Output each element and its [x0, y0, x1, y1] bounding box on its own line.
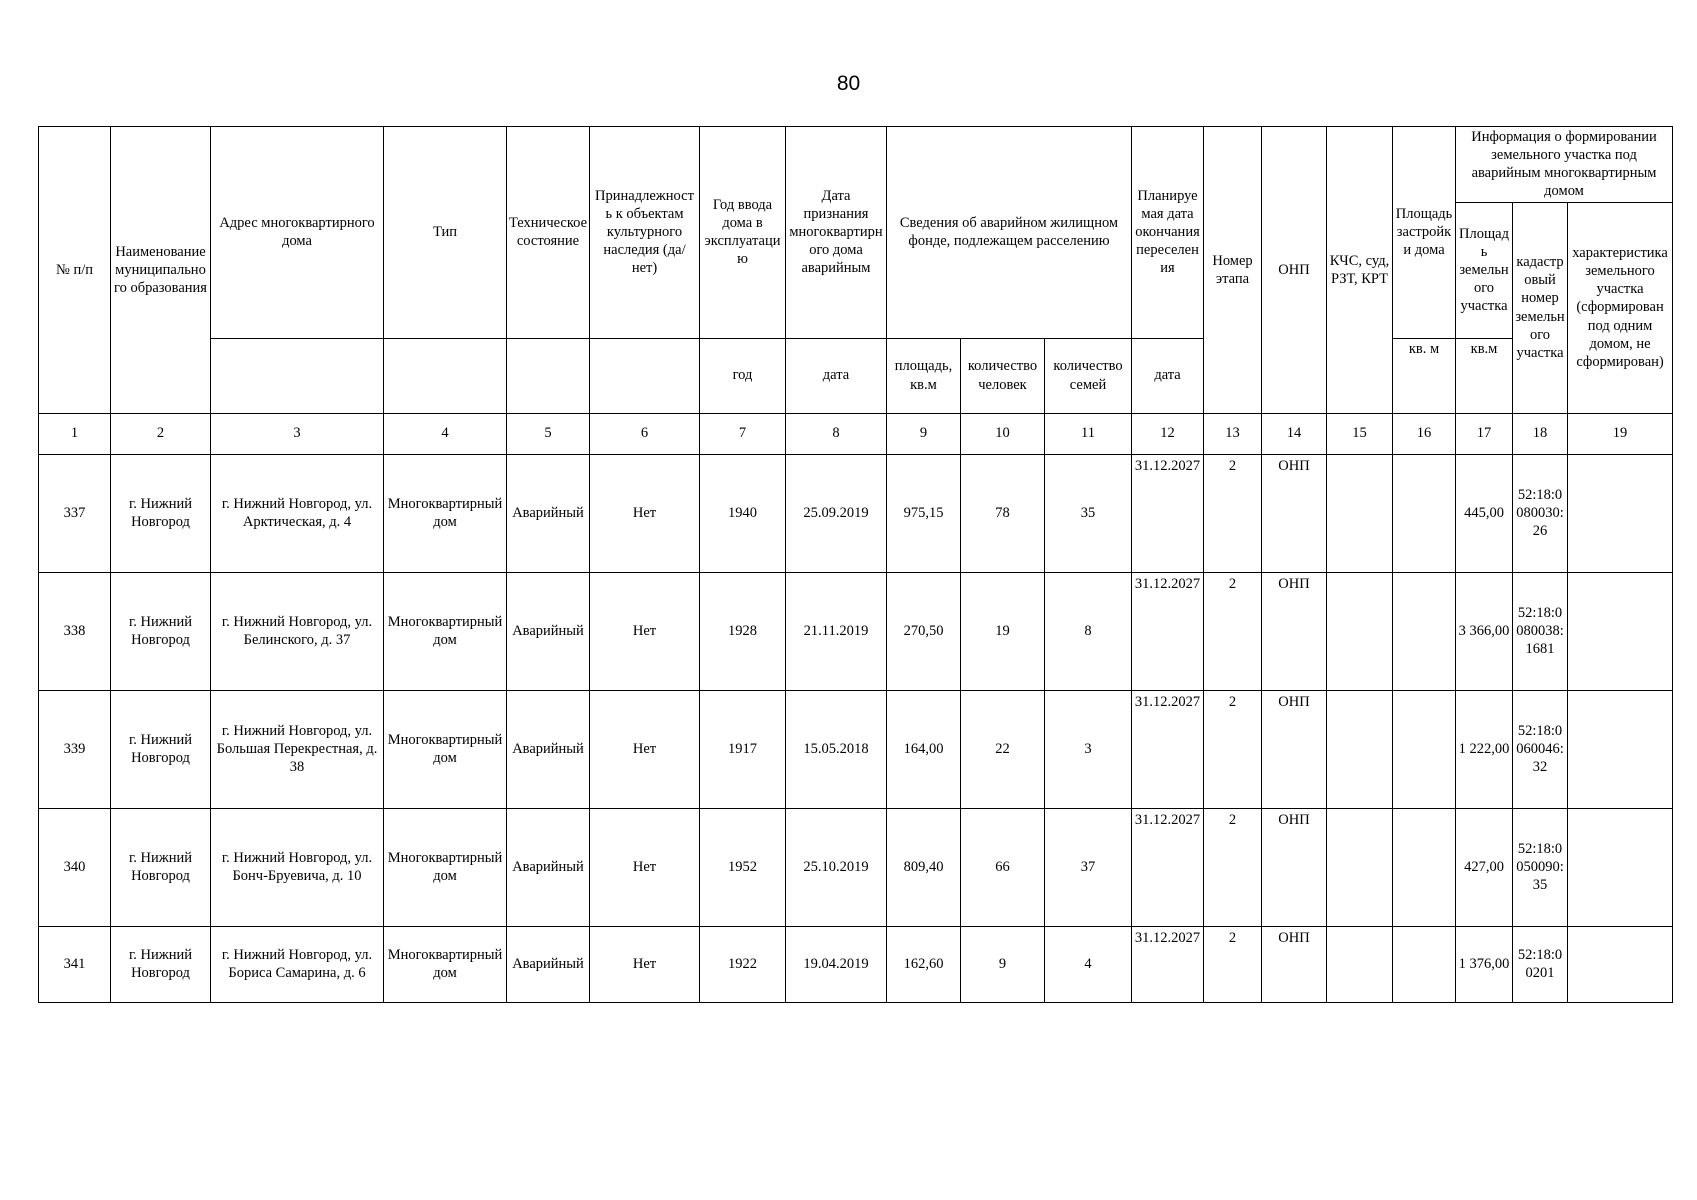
header-cadastre: кадастровый номер земельного участка: [1513, 202, 1568, 413]
cell-planned-date: 31.12.2027: [1132, 454, 1204, 572]
cell-land-characteristic: [1568, 690, 1673, 808]
column-number: 10: [961, 413, 1045, 454]
cell-date-recognized: 21.11.2019: [786, 572, 887, 690]
cell-tech-state: Аварийный: [507, 926, 590, 1002]
cell-type: Многоквартирный дом: [384, 808, 507, 926]
emergency-housing-table: [38, 126, 1673, 1003]
cell-land-characteristic: [1568, 926, 1673, 1002]
cell-land-area: 3 366,00: [1456, 572, 1513, 690]
header-date-recognized: Дата признания многоквартирного дома аварийным: [786, 127, 887, 339]
subheader-year: год: [700, 338, 786, 413]
header-emergency-fund: Сведения об аварийном жилищном фонде, подлежащем расселению: [887, 127, 1132, 339]
cell-tech-state: Аварийный: [507, 572, 590, 690]
cell-onp: ОНП: [1262, 572, 1327, 690]
column-number: 5: [507, 413, 590, 454]
cell-address: г. Нижний Новгород, ул. Большая Перекрестная, д. 38: [211, 690, 384, 808]
header-land-plot-info: Информация о формировании земельного участка под аварийным многоквартирным домом: [1456, 127, 1673, 203]
cell-address: г. Нижний Новгород, ул. Арктическая, д. 4: [211, 454, 384, 572]
cell-heritage: Нет: [590, 454, 700, 572]
column-number: 17: [1456, 413, 1513, 454]
header-number: № п/п: [39, 127, 111, 414]
cell-year: 1922: [700, 926, 786, 1002]
cell-address: г. Нижний Новгород, ул. Бонч-Бруевича, д. 10: [211, 808, 384, 926]
column-number: 3: [211, 413, 384, 454]
table-row: [39, 808, 1673, 926]
column-number: 6: [590, 413, 700, 454]
cell-land-area: 445,00: [1456, 454, 1513, 572]
cell-people: 9: [961, 926, 1045, 1002]
cell-onp: ОНП: [1262, 808, 1327, 926]
cell-families: 37: [1045, 808, 1132, 926]
cell-tech-state: Аварийный: [507, 690, 590, 808]
cell-cadastre: 52:18:0080038:1681: [1513, 572, 1568, 690]
subheader-people: количество человек: [961, 338, 1045, 413]
header-tech-state: Техническое состояние: [507, 127, 590, 339]
cell-planned-date: 31.12.2027: [1132, 926, 1204, 1002]
cell-cadastre: 52:18:0050090:35: [1513, 808, 1568, 926]
cell-land-characteristic: [1568, 572, 1673, 690]
header-build-area: Площадь застройки дома: [1393, 127, 1456, 339]
cell-date-recognized: 15.05.2018: [786, 690, 887, 808]
column-number: 9: [887, 413, 961, 454]
cell-year: 1952: [700, 808, 786, 926]
cell-kchs: [1327, 572, 1393, 690]
header-municipality: Наименование муниципального образования: [111, 127, 211, 414]
header-onp: ОНП: [1262, 127, 1327, 414]
column-number: 13: [1204, 413, 1262, 454]
cell-build-area: [1393, 454, 1456, 572]
cell-municipality: г. Нижний Новгород: [111, 808, 211, 926]
cell-year: 1917: [700, 690, 786, 808]
column-number: 14: [1262, 413, 1327, 454]
cell-type: Многоквартирный дом: [384, 926, 507, 1002]
cell-planned-date: 31.12.2027: [1132, 572, 1204, 690]
cell-stage: 2: [1204, 690, 1262, 808]
column-number: 4: [384, 413, 507, 454]
subheader-build-area-unit: кв. м: [1393, 338, 1456, 413]
cell-land-characteristic: [1568, 454, 1673, 572]
cell-planned-date: 31.12.2027: [1132, 690, 1204, 808]
data-rows: [39, 454, 1673, 1002]
cell-families: 4: [1045, 926, 1132, 1002]
cell-cadastre: 52:18:0060046:32: [1513, 690, 1568, 808]
cell-area: 270,50: [887, 572, 961, 690]
cell-number: 341: [39, 926, 111, 1002]
subheader-date: дата: [786, 338, 887, 413]
cell-municipality: г. Нижний Новгород: [111, 926, 211, 1002]
header-heritage: Принадлежность к объектам культурного наследия (да/нет): [590, 127, 700, 339]
cell-families: 8: [1045, 572, 1132, 690]
subheader-type-blank: [384, 338, 507, 413]
cell-families: 35: [1045, 454, 1132, 572]
column-number: 1: [39, 413, 111, 454]
cell-build-area: [1393, 572, 1456, 690]
table-row: [39, 926, 1673, 1002]
header-year-commissioned: Год ввода дома в эксплуатацию: [700, 127, 786, 339]
cell-area: 164,00: [887, 690, 961, 808]
column-number: 15: [1327, 413, 1393, 454]
subheader-state-blank: [507, 338, 590, 413]
cell-year: 1928: [700, 572, 786, 690]
cell-year: 1940: [700, 454, 786, 572]
cell-cadastre: 52:18:0080030:26: [1513, 454, 1568, 572]
cell-onp: ОНП: [1262, 690, 1327, 808]
cell-build-area: [1393, 690, 1456, 808]
table-row: [39, 572, 1673, 690]
cell-number: 340: [39, 808, 111, 926]
cell-heritage: Нет: [590, 808, 700, 926]
cell-tech-state: Аварийный: [507, 454, 590, 572]
cell-number: 337: [39, 454, 111, 572]
column-number: 11: [1045, 413, 1132, 454]
cell-land-characteristic: [1568, 808, 1673, 926]
cell-people: 22: [961, 690, 1045, 808]
cell-heritage: Нет: [590, 926, 700, 1002]
cell-address: г. Нижний Новгород, ул. Бориса Самарина, д. 6: [211, 926, 384, 1002]
cell-people: 78: [961, 454, 1045, 572]
cell-area: 975,15: [887, 454, 961, 572]
subheader-families: количество семей: [1045, 338, 1132, 413]
column-number: 19: [1568, 413, 1673, 454]
column-number: 12: [1132, 413, 1204, 454]
cell-heritage: Нет: [590, 690, 700, 808]
cell-type: Многоквартирный дом: [384, 572, 507, 690]
cell-stage: 2: [1204, 454, 1262, 572]
cell-stage: 2: [1204, 572, 1262, 690]
subheader-area: площадь, кв.м: [887, 338, 961, 413]
cell-build-area: [1393, 926, 1456, 1002]
column-number: 18: [1513, 413, 1568, 454]
cell-onp: ОНП: [1262, 926, 1327, 1002]
cell-address: г. Нижний Новгород, ул. Белинского, д. 37: [211, 572, 384, 690]
cell-municipality: г. Нижний Новгород: [111, 690, 211, 808]
cell-kchs: [1327, 808, 1393, 926]
cell-land-area: 1 222,00: [1456, 690, 1513, 808]
cell-area: 162,60: [887, 926, 961, 1002]
cell-date-recognized: 19.04.2019: [786, 926, 887, 1002]
header-planned-date: Планируемая дата окончания переселения: [1132, 127, 1204, 339]
header-address: Адрес многоквартирного дома: [211, 127, 384, 339]
cell-date-recognized: 25.10.2019: [786, 808, 887, 926]
column-number: 2: [111, 413, 211, 454]
column-number: 8: [786, 413, 887, 454]
header-land-area: Площадь земельного участка: [1456, 202, 1513, 338]
subheader-heritage-blank: [590, 338, 700, 413]
page-number: 80: [836, 72, 861, 95]
cell-kchs: [1327, 454, 1393, 572]
table-row: [39, 454, 1673, 572]
cell-area: 809,40: [887, 808, 961, 926]
cell-municipality: г. Нижний Новгород: [111, 572, 211, 690]
cell-heritage: Нет: [590, 572, 700, 690]
cell-type: Многоквартирный дом: [384, 690, 507, 808]
header-type: Тип: [384, 127, 507, 339]
subheader-address-blank: [211, 338, 384, 413]
cell-onp: ОНП: [1262, 454, 1327, 572]
table-row: [39, 690, 1673, 808]
cell-stage: 2: [1204, 808, 1262, 926]
subheader-land-area-unit: кв.м: [1456, 338, 1513, 413]
subheader-plan-date: дата: [1132, 338, 1204, 413]
cell-date-recognized: 25.09.2019: [786, 454, 887, 572]
cell-cadastre: 52:18:00201: [1513, 926, 1568, 1002]
cell-municipality: г. Нижний Новгород: [111, 454, 211, 572]
cell-people: 66: [961, 808, 1045, 926]
header-stage: Номер этапа: [1204, 127, 1262, 414]
cell-type: Многоквартирный дом: [384, 454, 507, 572]
cell-tech-state: Аварийный: [507, 808, 590, 926]
cell-kchs: [1327, 926, 1393, 1002]
cell-kchs: [1327, 690, 1393, 808]
cell-number: 338: [39, 572, 111, 690]
column-number: 16: [1393, 413, 1456, 454]
column-number-row: [39, 413, 1673, 454]
cell-people: 19: [961, 572, 1045, 690]
cell-land-area: 427,00: [1456, 808, 1513, 926]
column-number: 7: [700, 413, 786, 454]
cell-number: 339: [39, 690, 111, 808]
cell-build-area: [1393, 808, 1456, 926]
cell-planned-date: 31.12.2027: [1132, 808, 1204, 926]
cell-stage: 2: [1204, 926, 1262, 1002]
cell-families: 3: [1045, 690, 1132, 808]
header-kchs: КЧС, суд, РЗТ, КРТ: [1327, 127, 1393, 414]
cell-land-area: 1 376,00: [1456, 926, 1513, 1002]
header-land-characteristic: характеристика земельного участка (сформирован под одним домом, не сформирован): [1568, 202, 1673, 413]
